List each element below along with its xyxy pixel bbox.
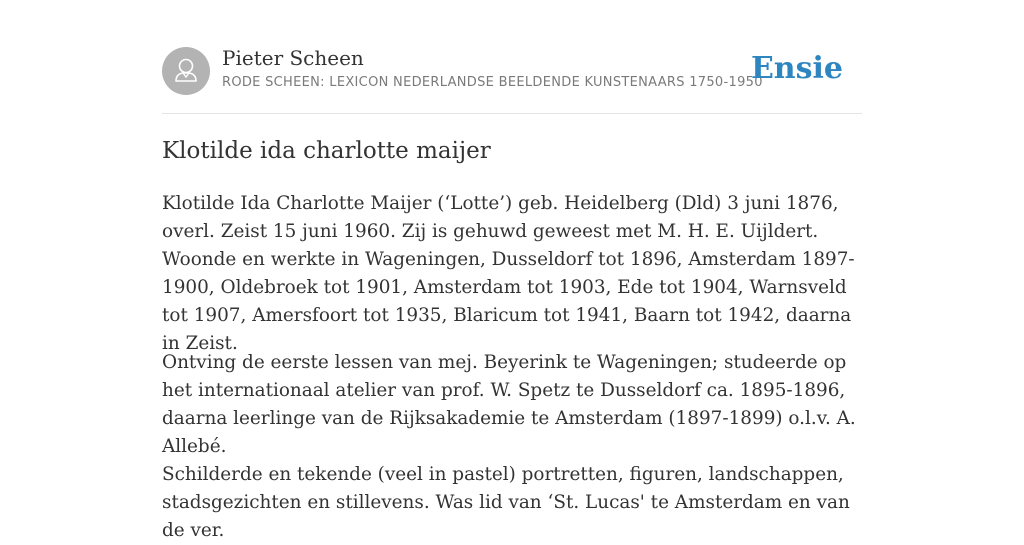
article-paragraph: Schilderde en tekende (veel in pastel) portretten, figuren, landschappen, stadsgezichten en stillevens. Was lid van ‘St. Lucas' te Amsterdam en van de ver. [162, 464, 850, 541]
author-name[interactable]: Pieter Scheen [222, 46, 364, 70]
article-paragraph: Klotilde Ida Charlotte Maijer (‘Lotte’) geb. Heidelberg (Dld) 3 juni 1876, overl. Zeist 15 juni 1960. Zij is gehuwd geweest met M. H. E. Uijldert. Woonde en werkte in Wageningen, Dusseldorf tot 1896, Amsterdam 1897-1900, Oldebroek tot 1901, Amsterdam tot 1903, Ede tot 1904, Warnsveld tot 1907, Amersfoort tot 1935, Blaricum tot 1941, Baarn tot 1942, daarna in Zeist. [162, 193, 855, 354]
article-header [162, 46, 862, 96]
user-avatar-icon [162, 47, 210, 95]
author-avatar[interactable] [162, 47, 210, 95]
site-logo[interactable]: Ensie [750, 51, 843, 86]
header-divider [162, 113, 862, 114]
article-paragraph: Ontving de eerste lessen van mej. Beyerink te Wageningen; studeerde op het internationaal atelier van prof. W. Spetz te Dusseldorf ca. 1895-1896, daarna leerlinge van de Rijksakademie te Amsterdam (1897-1899) o.l.v. A. Allebé. [162, 352, 856, 457]
article-title: Klotilde ida charlotte maijer [162, 138, 491, 164]
source-title[interactable]: RODE SCHEEN: LEXICON NEDERLANDSE BEELDENDE KUNSTENAARS 1750-1950 [222, 75, 763, 90]
